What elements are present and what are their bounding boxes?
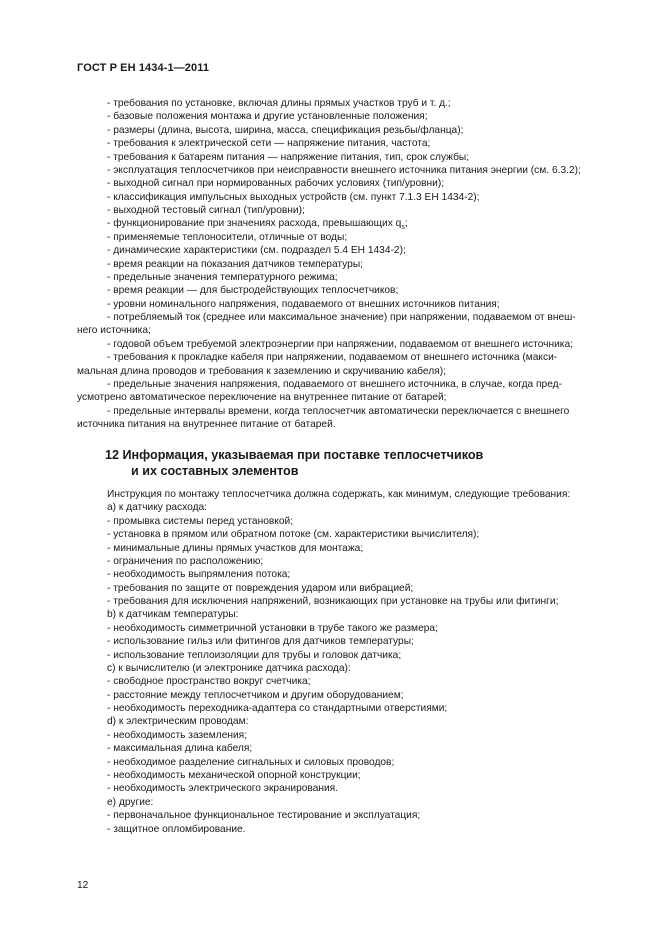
line-text: - расстояние между теплосчетчиком и другим оборудованием; <box>107 689 404 701</box>
text-line <box>77 742 644 755</box>
line-text: - требования к прокладке кабеля при напряжении, подаваемом от внешнего источника (макси- <box>107 352 558 364</box>
text-line <box>77 756 644 769</box>
text-line <box>77 351 644 364</box>
line-text: - эксплуатация теплосчетчиков при неисправности внешнего источника питания энергии (см. 6.3.2); <box>107 164 581 176</box>
line-text: c) к вычислителю (и электронике датчика расхода): <box>107 662 351 674</box>
text-line <box>77 177 644 190</box>
text-line <box>77 595 644 608</box>
line-text: - требования по установке, включая длины прямых участков труб и т. д.; <box>107 98 451 109</box>
line-text: - требования к батареям питания — напряжение питания, тип, срок службы; <box>107 151 470 163</box>
line-text: - использование гильз или фитингов для датчиков температуры; <box>107 636 414 648</box>
text-line <box>77 488 644 501</box>
text-line <box>77 729 644 742</box>
text-line <box>77 809 644 822</box>
text-line <box>77 284 644 297</box>
line-text: - требования для исключения напряжений, возникающих при установке на трубы или фитинги; <box>107 596 559 608</box>
line-text: усмотрено автоматическое переключение на внутреннее питание от батарей; <box>77 392 447 404</box>
line-text: - первоначальное функциональное тестирование и эксплуатация; <box>107 810 421 822</box>
text-line <box>77 528 644 541</box>
text-line <box>77 324 614 337</box>
text-line <box>77 231 644 244</box>
line-text: - использование теплоизоляции для трубы и головок датчика; <box>107 649 402 661</box>
text-line <box>77 689 644 702</box>
line-text: b) к датчикам температуры: <box>107 609 239 621</box>
line-text: - предельные значения температурного режима; <box>107 271 338 283</box>
line-text: - промывка системы перед установкой; <box>107 515 294 527</box>
line-text: - установка в прямом или обратном потоке (см. характеристики вычислителя); <box>107 529 480 541</box>
text-line <box>77 151 644 164</box>
text-line <box>77 608 644 621</box>
text-line <box>77 338 644 351</box>
line-text: - необходимость симметричной установки в трубе такого же размера; <box>107 622 438 634</box>
line-text: - требования к электрической сети — напряжение питания, частота; <box>107 138 431 150</box>
line-text: - применяемые теплоносители, отличные от воды; <box>107 231 348 243</box>
text-line <box>77 137 644 150</box>
line-text: - необходимое разделение сигнальных и силовых проводов; <box>107 756 395 768</box>
line-text: - время реакции на показания датчиков температуры; <box>107 258 363 270</box>
text-line <box>77 311 644 324</box>
line-text: - классификация импульсных выходных устройств (см. пункт 7.1.3 ЕН 1434-2); <box>107 191 480 203</box>
line-text: - необходимость электрического экранирования. <box>107 783 339 795</box>
line-text: - базовые положения монтажа и другие установленные положения; <box>107 111 428 123</box>
text-line <box>77 110 644 123</box>
text-line <box>77 258 644 271</box>
line-text: d) к электрическим проводам: <box>107 716 249 728</box>
text-line <box>77 823 644 836</box>
section-heading-line1: 12 Информация, указываемая при поставке теплосчетчиков <box>105 448 484 462</box>
line-text: а) к датчику расхода: <box>107 502 208 514</box>
line-text: - предельные значения напряжения, подаваемого от внешнего источника, в случае, когда пред- <box>107 378 562 390</box>
text-line <box>77 501 644 514</box>
text-line <box>77 782 644 795</box>
line-text: - необходимость выпрямления потока; <box>107 569 291 581</box>
subscript: s <box>401 224 405 232</box>
line-text: - максимальная длина кабеля; <box>107 743 253 755</box>
line-text: - годовой объем требуемой электроэнергии при напряжении, подаваемом от внешнего источника; <box>107 338 573 350</box>
document-header: ГОСТ Р ЕН 1434-1—2011 <box>77 62 210 74</box>
line-text: - свободное пространство вокруг счетчика; <box>107 676 311 688</box>
text-line <box>77 796 644 809</box>
text-line <box>77 542 644 555</box>
line-text: е) другие: <box>107 796 154 808</box>
line-text: - ограничения по расположению; <box>107 555 264 567</box>
line-tail: ; <box>404 218 408 230</box>
text-line <box>77 515 644 528</box>
line-text: - размеры (длина, высота, ширина, масса, спецификация резьбы/фланца); <box>107 124 464 136</box>
line-text: - необходимость переходника-адаптера со стандартными отверстиями; <box>107 703 448 715</box>
text-line <box>77 715 644 728</box>
line-text: - функционирование при значениях расхода, превышающих q <box>107 218 402 230</box>
text-line <box>77 622 644 635</box>
text-line <box>77 204 644 217</box>
text-line <box>77 271 644 284</box>
text-line <box>77 649 644 662</box>
line-text: него источника; <box>77 325 151 337</box>
text-line <box>77 405 644 418</box>
text-line <box>77 675 644 688</box>
text-line <box>77 702 644 715</box>
line-text: - необходимость механической опорной конструкции; <box>107 769 361 781</box>
text-line <box>77 568 644 581</box>
text-line <box>77 124 644 137</box>
line-text: - минимальные длины прямых участков для монтажа; <box>107 542 364 554</box>
text-line <box>77 97 644 110</box>
text-line <box>77 582 644 595</box>
line-text: - выходной сигнал при нормированных рабочих условиях (тип/уровни); <box>107 178 445 190</box>
line-text: - выходной тестовый сигнал (тип/уровни); <box>107 205 305 217</box>
text-line <box>77 378 644 391</box>
line-text: - время реакции — для быстродействующих теплосчетчиков; <box>107 285 399 297</box>
text-line <box>77 555 644 568</box>
line-text: - уровни номинального напряжения, подаваемого от внешних источников питания; <box>107 298 500 310</box>
text-line <box>77 365 614 378</box>
text-line <box>77 391 614 404</box>
text-line <box>77 418 614 431</box>
line-text: - потребляемый ток (среднее или максимальное значение) при напряжении, подаваемом от внеш- <box>107 312 576 324</box>
text-line <box>77 164 644 177</box>
text-line <box>77 769 644 782</box>
page-number: 12 <box>77 880 89 891</box>
line-text: - требования по защите от повреждения ударом или вибрацией; <box>107 582 414 594</box>
line-text: - динамические характеристики (см. подраздел 5.4 ЕН 1434-2); <box>107 245 406 257</box>
line-text: - предельные интервалы времени, когда теплосчетчик автоматически переключается с внешнего <box>107 405 570 417</box>
text-line <box>77 635 644 648</box>
text-line <box>77 662 644 675</box>
line-text: источника питания на внутреннее питание от батарей. <box>77 419 336 431</box>
line-text: Инструкция по монтажу теплосчетчика должна содержать, как минимум, следующие требования: <box>107 489 571 500</box>
text-line <box>77 298 644 311</box>
line-text: - необходимость заземления; <box>107 729 248 741</box>
text-line <box>77 244 644 257</box>
section-heading-line2: и их составных элементов <box>131 464 299 478</box>
line-text: - защитное опломбирование. <box>107 823 246 835</box>
text-line <box>77 191 644 204</box>
line-text: мальная длина проводов и требования к заземлению и скручиванию кабеля); <box>77 365 446 377</box>
